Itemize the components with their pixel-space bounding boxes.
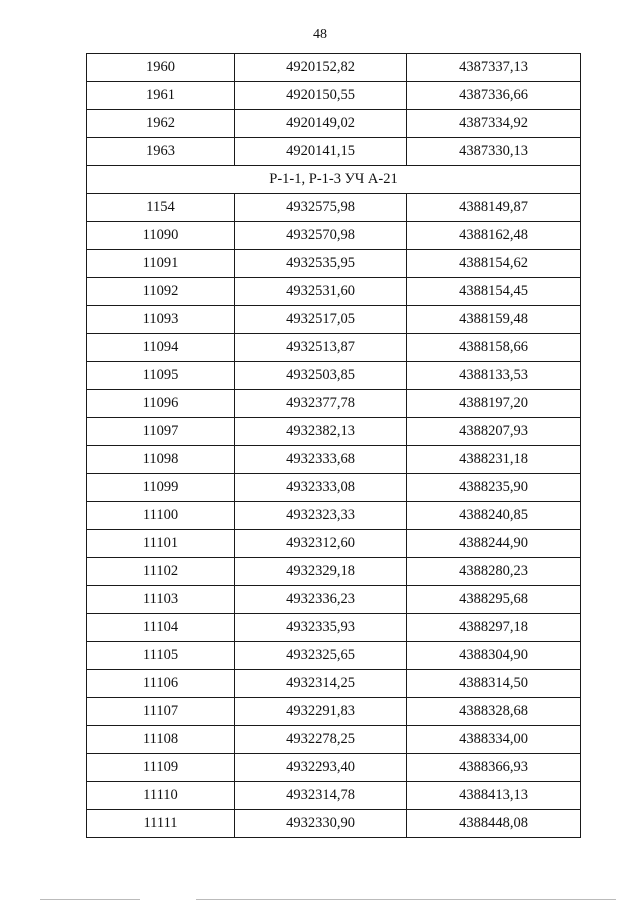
coord-x: 4932293,40 [235, 754, 407, 782]
table-row [87, 726, 581, 754]
coord-y: 4388162,48 [407, 222, 581, 250]
point-number: 1961 [87, 82, 235, 110]
table-row [87, 614, 581, 642]
table-row [87, 390, 581, 418]
scan-edge-line [40, 899, 140, 900]
table-row [87, 194, 581, 222]
table-row [87, 110, 581, 138]
point-number: 11095 [87, 362, 235, 390]
coord-x: 4932531,60 [235, 278, 407, 306]
coord-x: 4920141,15 [235, 138, 407, 166]
table-row [87, 754, 581, 782]
coord-y: 4388197,20 [407, 390, 581, 418]
table-row [87, 586, 581, 614]
coord-y: 4388154,45 [407, 278, 581, 306]
coord-y: 4388297,18 [407, 614, 581, 642]
coord-y: 4388159,48 [407, 306, 581, 334]
point-number: 11109 [87, 754, 235, 782]
coord-y: 4388413,13 [407, 782, 581, 810]
coord-x: 4920152,82 [235, 54, 407, 82]
page-number: 48 [313, 27, 327, 42]
coordinates-table-body [87, 54, 581, 838]
coord-y: 4387337,13 [407, 54, 581, 82]
table-row [87, 306, 581, 334]
point-number: 11102 [87, 558, 235, 586]
coord-x: 4932314,78 [235, 782, 407, 810]
coord-x: 4932330,90 [235, 810, 407, 838]
point-number: 11108 [87, 726, 235, 754]
coord-x: 4932323,33 [235, 502, 407, 530]
coord-y: 4388158,66 [407, 334, 581, 362]
point-number: 11100 [87, 502, 235, 530]
coord-x: 4932329,18 [235, 558, 407, 586]
table-row [87, 334, 581, 362]
coord-x: 4932312,60 [235, 530, 407, 558]
table-row [87, 362, 581, 390]
table-row [87, 474, 581, 502]
section-row [87, 166, 581, 194]
coord-x: 4920150,55 [235, 82, 407, 110]
table-row [87, 530, 581, 558]
coord-y: 4388244,90 [407, 530, 581, 558]
coord-y: 4387334,92 [407, 110, 581, 138]
point-number: 11105 [87, 642, 235, 670]
coord-x: 4932291,83 [235, 698, 407, 726]
coord-x: 4932325,65 [235, 642, 407, 670]
table-row [87, 782, 581, 810]
coord-x: 4932333,08 [235, 474, 407, 502]
coord-y: 4388448,08 [407, 810, 581, 838]
coord-y: 4388334,00 [407, 726, 581, 754]
point-number: 11103 [87, 586, 235, 614]
table-row [87, 278, 581, 306]
coord-x: 4932517,05 [235, 306, 407, 334]
table-row [87, 670, 581, 698]
table-row [87, 54, 581, 82]
point-number: 11110 [87, 782, 235, 810]
coord-x: 4932333,68 [235, 446, 407, 474]
table-row [87, 82, 581, 110]
point-number: 11093 [87, 306, 235, 334]
coord-x: 4932503,85 [235, 362, 407, 390]
point-number: 1960 [87, 54, 235, 82]
coord-x: 4932575,98 [235, 194, 407, 222]
coord-x: 4932513,87 [235, 334, 407, 362]
table-row [87, 558, 581, 586]
point-number: 11091 [87, 250, 235, 278]
point-number: 1963 [87, 138, 235, 166]
table-row [87, 446, 581, 474]
table-row [87, 502, 581, 530]
point-number: 11101 [87, 530, 235, 558]
point-number: 11107 [87, 698, 235, 726]
point-number: 11094 [87, 334, 235, 362]
point-number: 11104 [87, 614, 235, 642]
point-number: 11090 [87, 222, 235, 250]
coord-y: 4388231,18 [407, 446, 581, 474]
coord-y: 4388149,87 [407, 194, 581, 222]
table-row [87, 138, 581, 166]
scan-edge-line [196, 899, 616, 900]
coord-y: 4388366,93 [407, 754, 581, 782]
table-row [87, 698, 581, 726]
coord-y: 4388240,85 [407, 502, 581, 530]
coord-y: 4388295,68 [407, 586, 581, 614]
point-number: 11092 [87, 278, 235, 306]
coord-x: 4932382,13 [235, 418, 407, 446]
coord-y: 4388235,90 [407, 474, 581, 502]
point-number: 1154 [87, 194, 235, 222]
point-number: 11098 [87, 446, 235, 474]
point-number: 11099 [87, 474, 235, 502]
point-number: 11106 [87, 670, 235, 698]
coord-x: 4932377,78 [235, 390, 407, 418]
point-number: 11097 [87, 418, 235, 446]
point-number: 11096 [87, 390, 235, 418]
coord-x: 4932535,95 [235, 250, 407, 278]
coord-x: 4932336,23 [235, 586, 407, 614]
coord-y: 4388154,62 [407, 250, 581, 278]
table-row [87, 642, 581, 670]
table-row [87, 250, 581, 278]
point-number: 11111 [87, 810, 235, 838]
coord-y: 4388280,23 [407, 558, 581, 586]
coord-y: 4388207,93 [407, 418, 581, 446]
table-row [87, 810, 581, 838]
coord-y: 4388314,50 [407, 670, 581, 698]
coord-y: 4387336,66 [407, 82, 581, 110]
table-row [87, 418, 581, 446]
coordinates-table [86, 53, 581, 838]
coord-x: 4932335,93 [235, 614, 407, 642]
coord-x: 4932314,25 [235, 670, 407, 698]
coord-y: 4387330,13 [407, 138, 581, 166]
coord-x: 4920149,02 [235, 110, 407, 138]
coord-x: 4932570,98 [235, 222, 407, 250]
table-row [87, 222, 581, 250]
section-title: Р-1-1, Р-1-3 УЧ А-21 [87, 166, 581, 194]
coord-y: 4388133,53 [407, 362, 581, 390]
coord-x: 4932278,25 [235, 726, 407, 754]
coord-y: 4388328,68 [407, 698, 581, 726]
point-number: 1962 [87, 110, 235, 138]
coord-y: 4388304,90 [407, 642, 581, 670]
